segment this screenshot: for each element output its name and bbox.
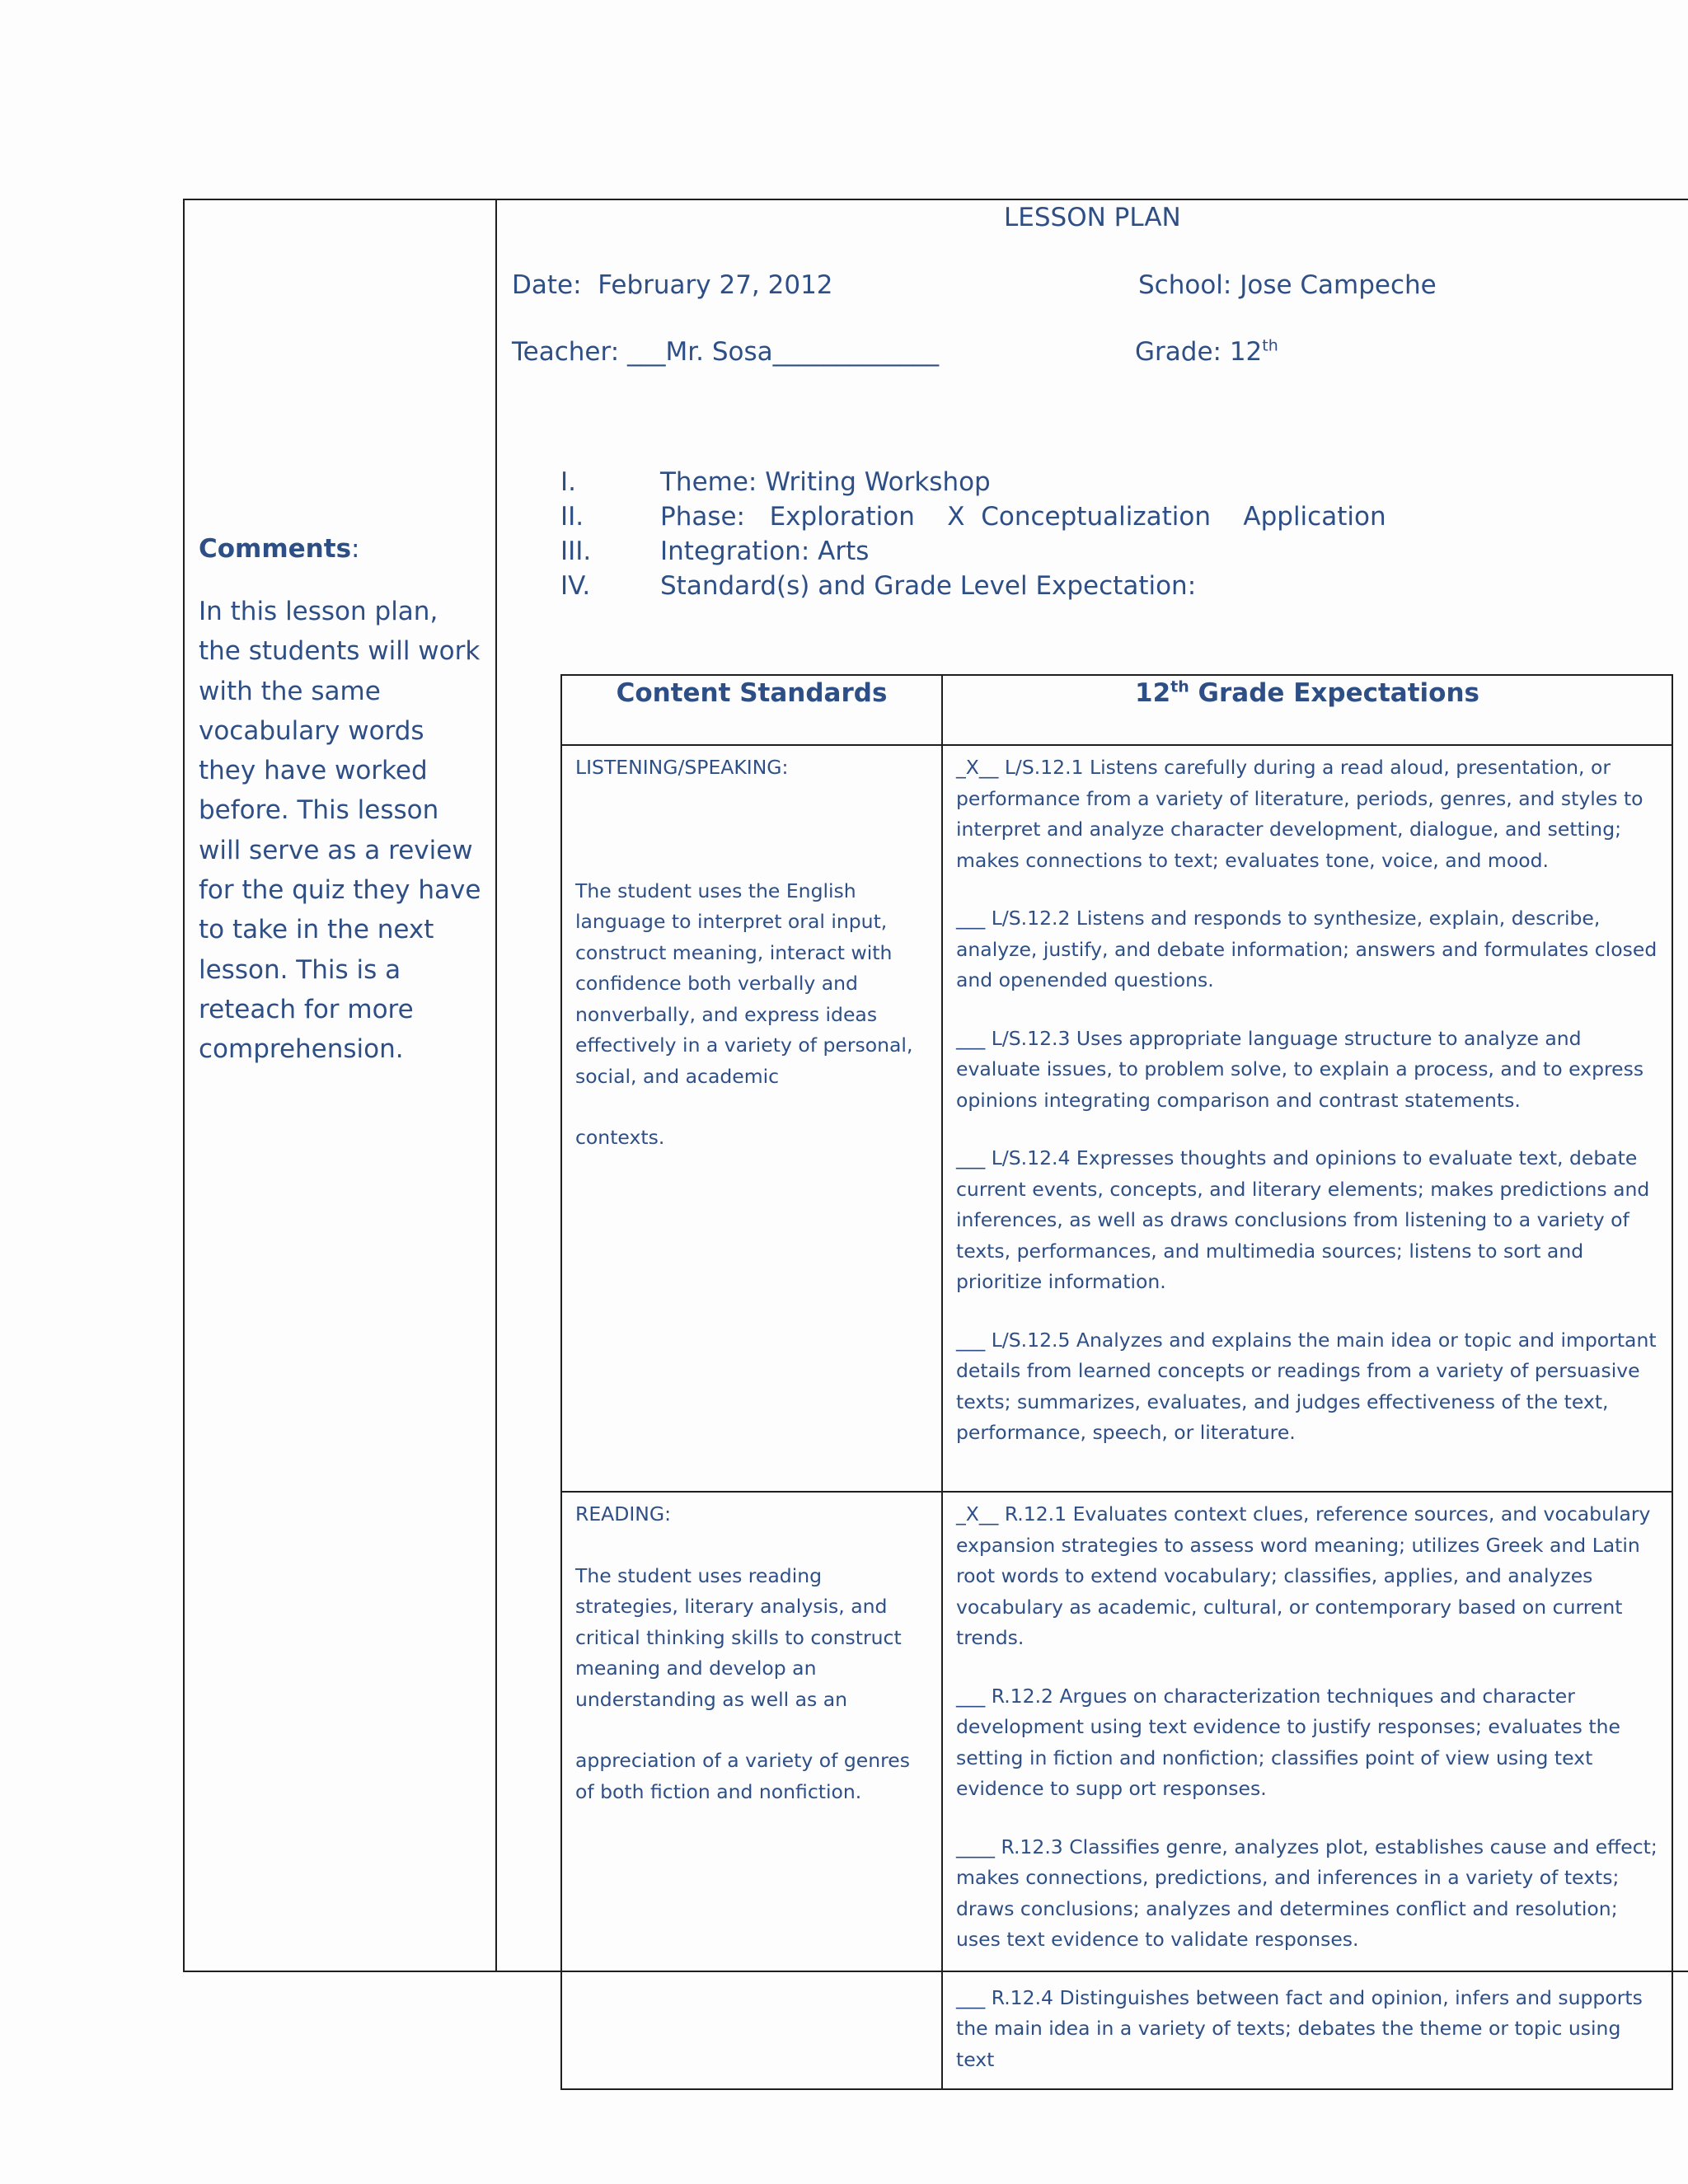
outline-number: II. <box>560 502 584 532</box>
standard-cell-reading <box>561 1492 942 2089</box>
expectation-item: ___ L/S.12.3 Uses appropriate language structure to analyze and evaluate issues, to problem solve, to explain a process, and to express opinions integrating comparison and contrast statements. <box>956 1026 1644 1112</box>
expectations-cell-listening <box>942 745 1672 1492</box>
date-label: Date: <box>512 270 582 300</box>
grade-header-rest: Grade Expectations <box>1189 678 1479 708</box>
expectation-item: ___ R.12.2 Argues on characterization techniques and character development using text evidence to justify responses; evaluates the setting in fiction and nonfiction; classifies point of view using text evidence to supp ort responses. <box>956 1684 1620 1800</box>
outline-text: Integration: Arts <box>660 537 870 566</box>
table-header-row <box>561 675 1672 745</box>
outline-number: I. <box>560 467 576 497</box>
outline-text: Phase: Exploration X Conceptualization Application <box>660 502 1386 532</box>
expectation-item: ___ R.12.4 Distinguishes between fact and opinion, infers and supports the main idea in a variety of texts; debates the theme or topic using text <box>956 1985 1643 2071</box>
spacer <box>575 1715 928 1746</box>
spacer <box>575 1530 928 1561</box>
expectation-item: _X__ L/S.12.1 Listens carefully during a read aloud, presentation, or performance from a variety of literature, periods, genres, and styles to interpret and analyze character development, dialogue, and setting; makes connections to text; evaluates tone, voice, and mood. <box>956 756 1643 872</box>
comments-section <box>199 534 487 1070</box>
expectation-item: ___ L/S.12.2 Listens and responds to synthesize, explain, describe, analyze, justify, and debate information; answers and formulates closed and openended questions. <box>956 907 1658 991</box>
comments-heading <box>199 534 487 564</box>
school-line <box>1138 270 1437 300</box>
expectation-item: ___ L/S.12.4 Expresses thoughts and opinions to evaluate text, debate current events, concepts, and literary elements; makes predictions and inferences, as well as draws conclusions from listening to a variety of texts, performances, and multimedia sources; listens to sort and prioritize information. <box>956 1146 1650 1293</box>
expectations-cell-reading <box>942 1492 1672 2089</box>
grade-header-number: 12 <box>1135 678 1171 708</box>
date-value: February 27, 2012 <box>598 270 833 300</box>
outline-number: III. <box>560 537 592 566</box>
date-line <box>512 270 833 300</box>
outline-text: Theme: Writing Workshop <box>660 467 991 497</box>
spacer <box>575 1092 928 1122</box>
comments-heading-colon: : <box>351 534 360 564</box>
grade-suffix: th <box>1262 336 1278 355</box>
school-value: Jose Campeche <box>1240 270 1437 300</box>
table-row <box>561 745 1672 1492</box>
expectation-item: ___ L/S.12.5 Analyzes and explains the main idea or topic and important details from learned concepts or readings from a variety of persuasive texts; summarizes, evaluates, and judges effectiveness of the text, performance, speech, or literature. <box>956 1328 1657 1444</box>
teacher-line <box>512 337 939 367</box>
page-title: LESSON PLAN <box>1004 203 1181 232</box>
standard-label: READING: <box>575 1502 671 1526</box>
outline-number: IV. <box>560 571 591 601</box>
table-row <box>561 1492 1672 2089</box>
standard-text: The student uses the English language to interpret oral input, construct meaning, interact with confidence both verbally and nonverbally, and express ideas effectively in a variety of personal, social, and academic <box>575 879 913 1088</box>
teacher-value: ___Mr. Sosa_____________ <box>627 337 940 367</box>
standards-table <box>560 674 1673 2090</box>
spacer <box>575 846 928 876</box>
expectation-item: ____ R.12.3 Classifies genre, analyzes plot, establishes cause and effect; makes connections, predictions, and inferences in a variety of texts; draws conclusions; analyzes and determines conflict and resolution; uses text evidence to validate responses. <box>956 1835 1658 1951</box>
standard-text-continued: appreciation of a variety of genres of both fiction and nonfiction. <box>575 1749 910 1803</box>
outline-text: Standard(s) and Grade Level Expectation: <box>660 571 1197 601</box>
column-header-grade-expectations <box>942 675 1672 745</box>
standard-text-continued: contexts. <box>575 1126 665 1149</box>
grade-value: 12 <box>1229 337 1263 367</box>
comments-body: In this lesson plan, the students will work with the same vocabulary words they have worked before. This lesson will serve as a review for the quiz they have to take in the next lesson. This is a reteach for more comprehension. <box>199 597 481 1065</box>
expectation-item: _X__ R.12.1 Evaluates context clues, reference sources, and vocabulary expansion strategies to assess word meaning; utilizes Greek and Latin root words to extend vocabulary; classifies, applies, and analyzes vocabulary as academic, cultural, or contemporary based on current trends. <box>956 1502 1651 1649</box>
column-header-content-standards: Content Standards <box>561 675 942 745</box>
teacher-label: Teacher: <box>512 337 620 367</box>
standard-label: LISTENING/SPEAKING: <box>575 756 789 779</box>
column-divider <box>495 199 497 1972</box>
grade-label: Grade: <box>1135 337 1221 367</box>
spacer <box>575 784 928 846</box>
grade-header-suffix: th <box>1170 677 1189 696</box>
comments-heading-text: Comments <box>199 534 352 564</box>
school-label: School: <box>1138 270 1232 300</box>
standard-text: The student uses reading strategies, literary analysis, and critical thinking skills to construct meaning and develop an understanding as well as an <box>575 1563 902 1711</box>
standard-cell-listening <box>561 745 942 1492</box>
grade-line <box>1135 337 1278 367</box>
